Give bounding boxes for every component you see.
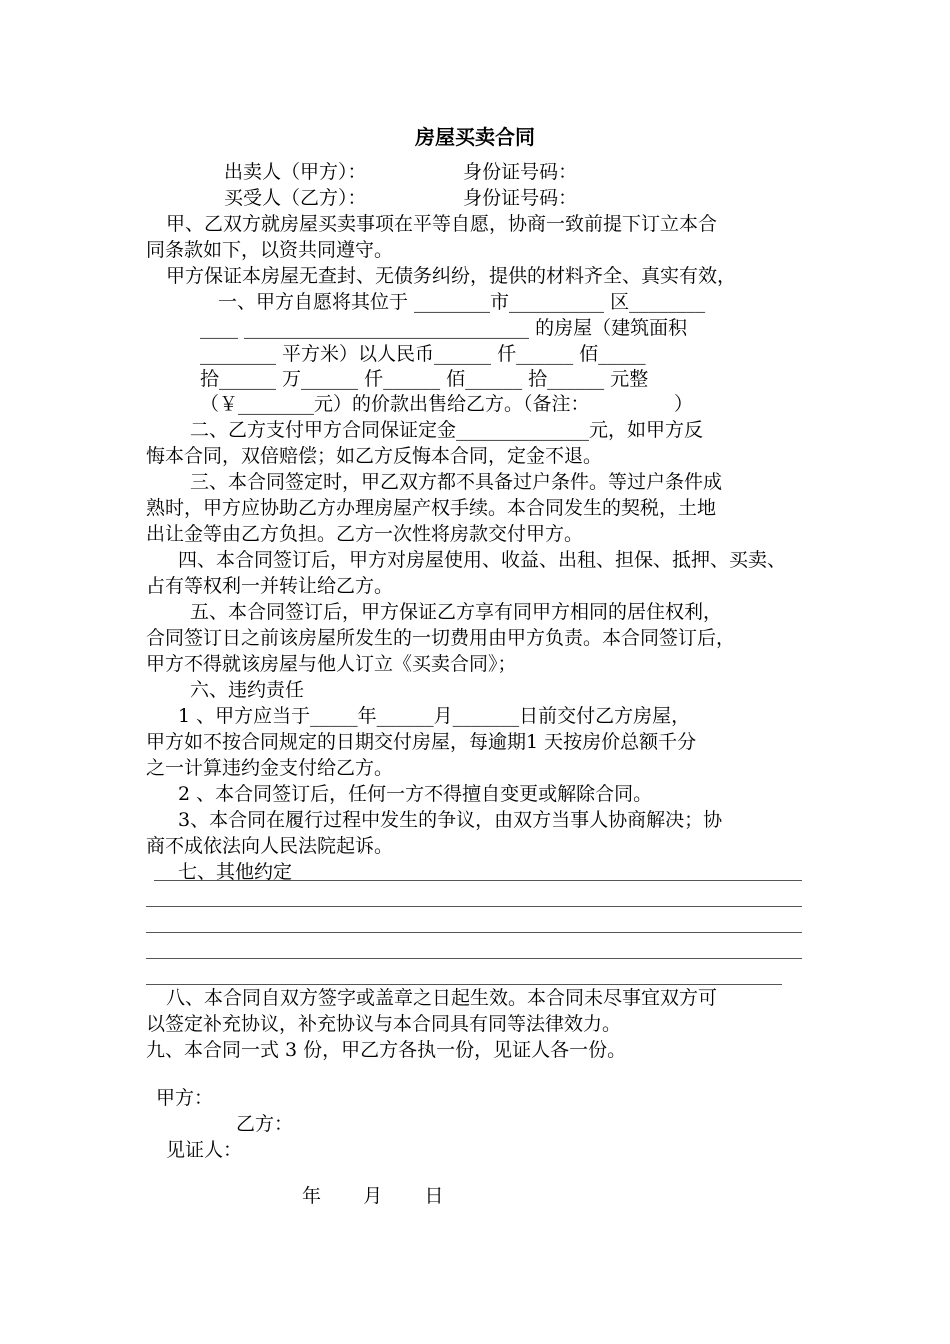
clause-6-1-line-3: 之一计算违约金支付给乙方。 [146,757,394,779]
clause-2-line-2: 悔本合同，双倍赔偿；如乙方反悔本合同，定金不退。 [146,445,603,467]
clause-8-line-1: 八、本合同自双方签字或盖章之日起生效。本合同未尽事宜双方可 [166,987,718,1009]
clause-1-line-1: 一、甲方自愿将其位于 ________市__________ 区________ [218,291,706,313]
clause-6-heading: 六、违约责任 [190,679,305,701]
signature-date: 年 月 日 [302,1185,444,1207]
seller-line: 出卖人（甲方）： 身份证号码： [224,161,578,183]
blank-rule-3 [146,932,802,933]
clause-5-line-3: 甲方不得就该房屋与他人订立《买卖合同》； [146,653,517,675]
clause-6-3-line-2: 商不成依法向人民法院起诉。 [146,835,394,857]
clause-1-line-2: ____ ______________________________ 的房屋（建筑面积 [200,317,688,339]
blank-rule-1 [154,880,802,881]
signature-party-a: 甲方： [156,1087,214,1109]
clause-9-line: 九、本合同一式 3 份，甲乙方各执一份，见证人各一份。 [146,1039,627,1061]
clause-6-2-line: 2 、本合同签订后，任何一方不得擅自变更或解除合同。 [178,783,653,805]
clause-3-line-2: 熟时，甲方应协助乙方办理房屋产权手续。本合同发生的契税，土地 [146,497,717,519]
blank-rule-2 [146,906,802,907]
document-title: 房屋买卖合同 [415,125,535,149]
guarantee-line: 甲方保证本房屋无查封、无债务纠纷，提供的材料齐全、真实有效， [166,265,737,287]
clause-1-line-3: ________ 平方米）以人民币______ 仟______ 佰_____ [200,343,646,365]
clause-6-1-line-1: 1 、甲方应当于_____年______月_______日前交付乙方房屋， [178,705,691,727]
blank-rule-4 [146,958,802,959]
clause-2-line-1: 二、乙方支付甲方合同保证定金______________元，如甲方反 [190,419,704,441]
clause-6-3-line-1: 3、本合同在履行过程中发生的争议，由双方当事人协商解决；协 [178,809,723,831]
clause-6-1-line-2: 甲方如不按合同规定的日期交付房屋，每逾期1 天按房价总额千分 [146,731,697,753]
clause-5-line-1: 五、本合同签订后，甲方保证乙方享有同甲方相同的居住权利， [190,601,723,623]
clause-7-heading: 七、其他约定 [178,861,293,883]
intro-line-1: 甲、乙双方就房屋买卖事项在平等自愿，协商一致前提下订立本合 [166,213,718,235]
intro-line-2: 同条款如下，以资共同遵守。 [146,239,394,261]
buyer-line: 买受人（乙方）： 身份证号码： [224,187,578,209]
clause-4-line-1: 四、本合同签订后，甲方对房屋使用、收益、出租、担保、抵押、买卖、 [178,549,787,571]
clause-3-line-3: 出让金等由乙方负担。乙方一次性将房款交付甲方。 [146,523,584,545]
clause-4-line-2: 占有等权利一并转让给乙方。 [146,575,394,597]
clause-8-line-2: 以签定补充协议，补充协议与本合同具有同等法律效力。 [146,1013,622,1035]
clause-1-line-5: （￥________元）的价款出售给乙方。（备注： ） [200,393,694,415]
signature-witness: 见证人： [166,1139,243,1161]
signature-party-b: 乙方： [236,1113,294,1135]
blank-rule-5 [146,984,782,985]
clause-1-line-4: 拾______ 万______ 仟______ 佰______ 拾______ 元整 [200,368,649,390]
clause-5-line-2: 合同签订日之前该房屋所发生的一切费用由甲方负责。本合同签订后， [146,627,736,649]
clause-3-line-1: 三、本合同签定时，甲乙双方都不具备过户条件。等过户条件成 [190,471,723,493]
